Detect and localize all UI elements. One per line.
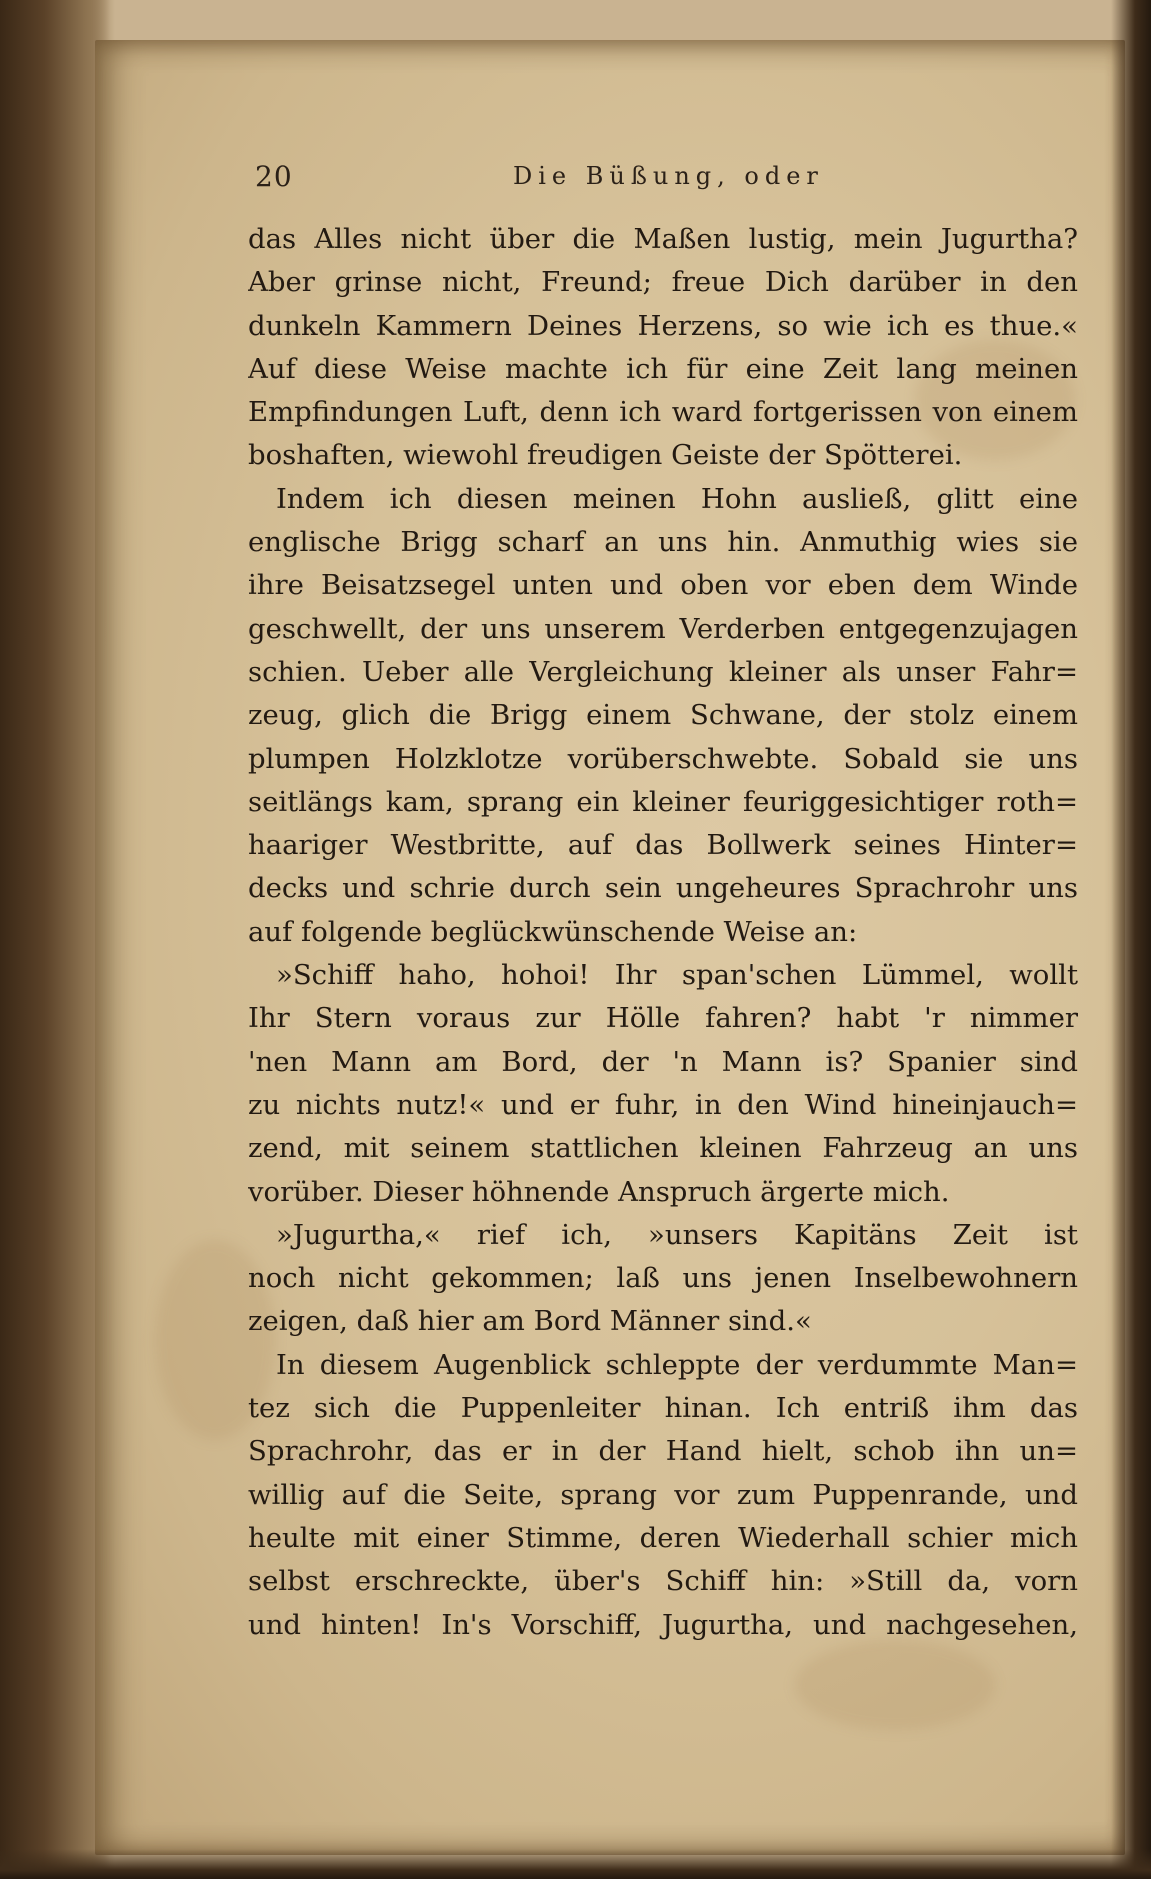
running-head: Die Büßung, oder — [513, 162, 824, 190]
text-line: Ihr Stern voraus zur Hölle fahren? habt 'r nimmer — [248, 1002, 1078, 1035]
text-line: decks und schrie durch sein ungeheures Sprachrohr uns — [248, 872, 1078, 905]
book-cover-edge-right — [1111, 0, 1151, 1879]
text-line: noch nicht gekommen; laß uns jenen Inselbewohnern — [248, 1262, 1078, 1295]
text-line: Empfindungen Luft, denn ich ward fortgerissen von einem — [248, 396, 1078, 429]
text-line: vorüber. Dieser höhnende Anspruch ärgerte mich. — [248, 1175, 950, 1208]
text-line: zeug, glich die Brigg einem Schwane, der stolz einem — [248, 699, 1078, 732]
text-line: dunkeln Kammern Deines Herzens, so wie ich es thue.« — [248, 309, 1078, 342]
book-cover-edge-bottom — [0, 1849, 1151, 1879]
text-line: 'nen Mann am Bord, der 'n Mann is? Spanier sind — [248, 1045, 1078, 1078]
page-number: 20 — [255, 160, 293, 193]
text-line: Sprachrohr, das er in der Hand hielt, schob ihn un= — [248, 1435, 1078, 1468]
body-text — [248, 218, 1078, 1647]
text-line: auf folgende beglückwünschende Weise an: — [248, 915, 858, 948]
text-line: »Jugurtha,« rief ich, »unsers Kapitäns Zeit ist — [276, 1218, 1078, 1251]
text-line: schien. Ueber alle Vergleichung kleiner als unser Fahr= — [248, 655, 1078, 688]
text-line: zu nichts nutz!« und er fuhr, in den Wind hineinjauch= — [248, 1088, 1078, 1121]
text-line: willig auf die Seite, sprang vor zum Puppenrande, und — [248, 1478, 1078, 1511]
page-header — [255, 160, 835, 200]
text-line: selbst erschreckte, über's Schiff hin: »Still da, vorn — [248, 1565, 1078, 1598]
text-line: und hinten! In's Vorschiff, Jugurtha, und nachgesehen, — [248, 1608, 1078, 1641]
text-line: das Alles nicht über die Maßen lustig, mein Jugurtha? — [248, 223, 1078, 255]
text-line: geschwellt, der uns unserem Verderben entgegenzujagen — [248, 612, 1078, 645]
text-line: englische Brigg scharf an uns hin. Anmuthig wies sie — [248, 526, 1078, 559]
text-line: zeigen, daß hier am Bord Männer sind.« — [248, 1305, 812, 1338]
text-line: seitlängs kam, sprang ein kleiner feuriggesichtiger roth= — [248, 785, 1078, 818]
text-line: Aber grinse nicht, Freund; freue Dich darüber in den — [248, 266, 1078, 299]
text-line: zend, mit seinem stattlichen kleinen Fahrzeug an uns — [248, 1132, 1078, 1165]
text-line: tez sich die Puppenleiter hinan. Ich entriß ihm das — [248, 1392, 1078, 1425]
text-line: haariger Westbritte, auf das Bollwerk seines Hinter= — [248, 829, 1078, 862]
text-line: Indem ich diesen meinen Hohn ausließ, glitt eine — [276, 482, 1078, 515]
text-line: »Schiff haho, hohoi! Ihr span'schen Lümmel, wollt — [276, 959, 1078, 992]
paper-stain — [795, 1640, 995, 1730]
text-line: plumpen Holzklotze vorüberschwebte. Sobald sie uns — [248, 742, 1078, 775]
book-spine-shadow — [0, 0, 110, 1879]
text-line: boshaften, wiewohl freudigen Geiste der Spötterei. — [248, 439, 963, 472]
text-line: Auf diese Weise machte ich für eine Zeit lang meinen — [248, 352, 1078, 385]
text-line: heulte mit einer Stimme, deren Wiederhall schier mich — [248, 1521, 1078, 1554]
text-line: ihre Beisatzsegel unten und oben vor eben dem Winde — [248, 569, 1078, 602]
text-line: In diesem Augenblick schleppte der verdummte Man= — [276, 1348, 1078, 1381]
